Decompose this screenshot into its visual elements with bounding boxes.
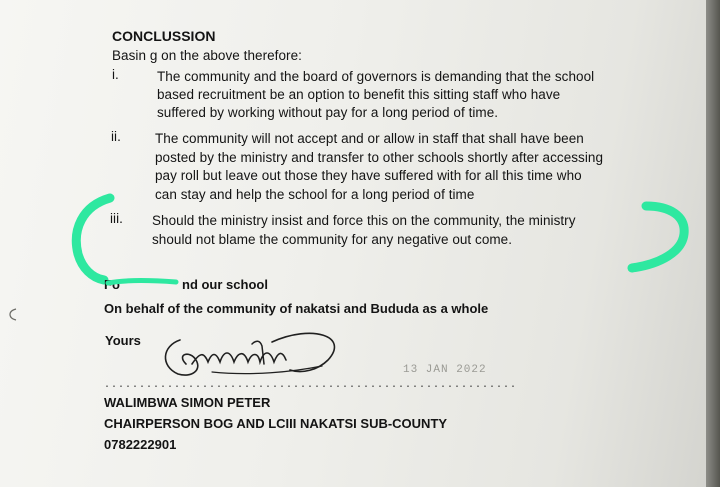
right-bracket-highlight-icon <box>620 194 700 284</box>
green-smudge-icon <box>104 278 180 286</box>
item-1-line-2: based recruitment be an option to benefit this sitting staff who have <box>157 87 561 102</box>
salutation: Yours <box>105 333 141 348</box>
item-2-line-2: posted by the ministry and transfer to other schools shortly after accessing <box>155 150 604 165</box>
item-2-line-3: pay roll but leave out those they have suffered with for all this time who <box>155 168 582 183</box>
signature-dotted-line: ........................................................... <box>104 380 518 391</box>
item-1-line-3: suffered by working without pay for a long period of time. <box>157 105 499 120</box>
margin-mark-icon <box>4 306 20 324</box>
closing-prefix: Fo <box>104 277 120 292</box>
item-marker-1: i. <box>112 67 119 82</box>
intro-line: Basin g on the above therefore: <box>112 48 302 63</box>
handwritten-signature-icon <box>152 322 352 384</box>
date-stamp: 13 JAN 2022 <box>403 364 487 376</box>
closing-fragment: nd our school <box>182 277 268 292</box>
conclusion-heading: CONCLUSSION <box>112 28 216 44</box>
item-1-line-1: The community and the board of governors is demanding that the school <box>157 69 595 84</box>
left-bracket-highlight-icon <box>60 188 120 288</box>
item-2-line-4: can stay and help the school for a long period of time <box>155 187 475 202</box>
item-marker-2: ii. <box>111 129 121 144</box>
page-edge-shadow <box>706 0 720 487</box>
item-3-line-2: should not blame the community for any negative out come. <box>152 232 513 247</box>
signatory-title: CHAIRPERSON BOG AND LCIII NAKATSI SUB-COUNTY <box>104 416 448 431</box>
item-marker-3: iii. <box>110 211 123 226</box>
phone-number: 0782222901 <box>104 437 177 452</box>
signatory-name: WALIMBWA SIMON PETER <box>104 395 271 410</box>
closing-line: On behalf of the community of nakatsi and Bududa as a whole <box>104 301 489 316</box>
item-3-line-1: Should the ministry insist and force this on the community, the ministry <box>152 213 576 228</box>
item-2-line-1: The community will not accept and or allow in staff that shall have been <box>155 131 584 146</box>
